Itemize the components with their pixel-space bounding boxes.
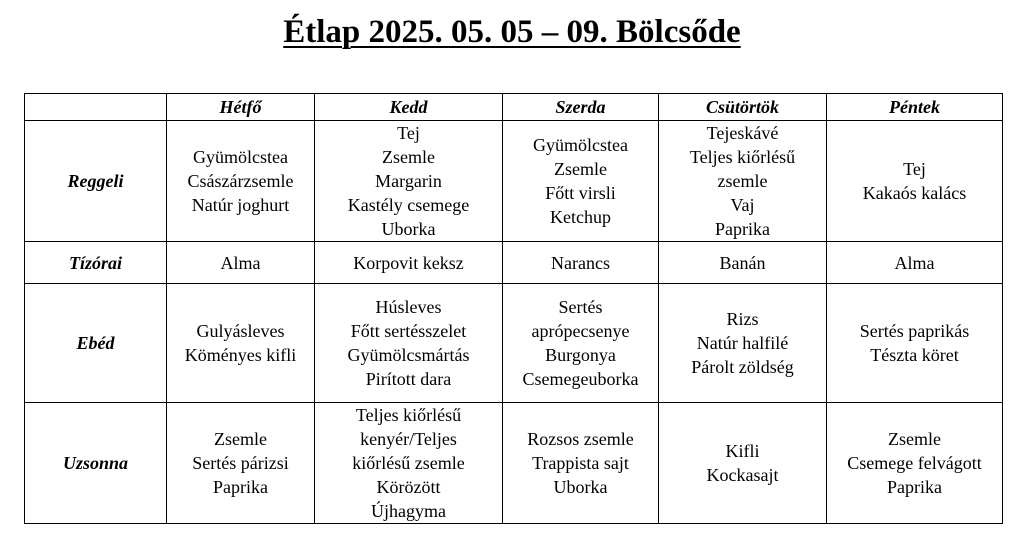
menu-item: Csemegeuborka bbox=[522, 369, 639, 389]
day-header-friday: Péntek bbox=[827, 94, 1003, 121]
menu-table-body bbox=[25, 121, 1003, 524]
menu-cell bbox=[315, 121, 503, 242]
menu-item: Sertés párizsi bbox=[192, 453, 289, 473]
menu-item: Margarin bbox=[375, 171, 442, 191]
menu-cell bbox=[503, 403, 659, 524]
menu-item: Gyümölcstea bbox=[533, 135, 628, 155]
menu-item: Paprika bbox=[715, 219, 770, 239]
menu-cell bbox=[167, 242, 315, 284]
menu-item: Főtt virsli bbox=[545, 183, 616, 203]
meal-row-uzsonna bbox=[25, 403, 1003, 524]
menu-item: Paprika bbox=[887, 477, 942, 497]
menu-item: Paprika bbox=[213, 477, 268, 497]
menu-item: Párolt zöldség bbox=[691, 357, 794, 377]
menu-item: Köményes kifli bbox=[184, 345, 297, 365]
menu-cell bbox=[503, 121, 659, 242]
menu-item: Ketchup bbox=[550, 207, 611, 227]
menu-item: Korpovit keksz bbox=[353, 252, 464, 273]
menu-item: aprópecsenye bbox=[531, 321, 630, 341]
menu-item: Teljes kiőrlésű bbox=[689, 147, 796, 167]
menu-item: Alma bbox=[220, 252, 261, 273]
day-header-wednesday: Szerda bbox=[503, 94, 659, 121]
meal-row-reggeli bbox=[25, 121, 1003, 242]
menu-item: Vaj bbox=[730, 195, 755, 215]
menu-cell bbox=[503, 242, 659, 284]
menu-item: Tej bbox=[903, 159, 926, 179]
menu-cell bbox=[167, 121, 315, 242]
menu-item: Kastély csemege bbox=[347, 195, 470, 215]
menu-item: Körözött bbox=[376, 477, 441, 497]
menu-item: Kockasajt bbox=[706, 465, 779, 485]
menu-cell bbox=[659, 121, 827, 242]
menu-item: Gyümölcsmártás bbox=[347, 345, 470, 365]
menu-item: Csemege felvágott bbox=[847, 453, 982, 473]
menu-item: Banán bbox=[719, 252, 766, 273]
menu-item: Zsemle bbox=[554, 159, 607, 179]
menu-item: Zsemle bbox=[382, 147, 435, 167]
menu-cell bbox=[827, 242, 1003, 284]
menu-item: Rizs bbox=[726, 309, 759, 329]
menu-item: Burgonya bbox=[545, 345, 616, 365]
menu-item: kenyér/Teljes bbox=[360, 429, 457, 449]
menu-item: Tej bbox=[397, 123, 420, 143]
menu-item: Sertés bbox=[558, 297, 603, 317]
menu-item: Alma bbox=[894, 252, 935, 273]
menu-item: Sertés paprikás bbox=[859, 321, 970, 341]
menu-item: Kakaós kalács bbox=[862, 183, 967, 203]
menu-item: Zsemle bbox=[214, 429, 267, 449]
menu-item: Újhagyma bbox=[371, 501, 446, 521]
page-title: Étlap 2025. 05. 05 – 09. Bölcsőde bbox=[283, 14, 741, 50]
menu-item: Teljes kiőrlésű bbox=[355, 405, 462, 425]
menu-cell bbox=[659, 403, 827, 524]
menu-cell bbox=[315, 242, 503, 284]
menu-item: Húsleves bbox=[375, 297, 442, 317]
menu-item: kiőrlésű zsemle bbox=[352, 453, 465, 473]
menu-item: Császárzsemle bbox=[187, 171, 294, 191]
meal-row-ebed bbox=[25, 284, 1003, 403]
menu-cell bbox=[827, 284, 1003, 403]
day-header-tuesday: Kedd bbox=[315, 94, 503, 121]
meal-row-tizorai bbox=[25, 242, 1003, 284]
menu-item: Rozsos zsemle bbox=[527, 429, 634, 449]
menu-table bbox=[24, 93, 1003, 524]
menu-item: Tészta köret bbox=[870, 345, 959, 365]
menu-item: Natúr joghurt bbox=[191, 195, 290, 215]
menu-cell bbox=[167, 403, 315, 524]
meal-label: Reggeli bbox=[25, 121, 167, 242]
corner-cell bbox=[25, 94, 167, 121]
menu-item: Gyümölcstea bbox=[193, 147, 288, 167]
menu-cell bbox=[315, 284, 503, 403]
menu-table-header bbox=[25, 94, 1003, 121]
menu-cell bbox=[827, 403, 1003, 524]
menu-cell bbox=[827, 121, 1003, 242]
menu-item: Gulyásleves bbox=[196, 321, 285, 341]
menu-cell bbox=[659, 242, 827, 284]
meal-label: Uzsonna bbox=[25, 403, 167, 524]
menu-cell bbox=[315, 403, 503, 524]
menu-item: Uborka bbox=[381, 219, 436, 239]
menu-item: zsemle bbox=[717, 171, 768, 191]
menu-cell bbox=[503, 284, 659, 403]
menu-item: Trappista sajt bbox=[532, 453, 629, 473]
menu-item: Kifli bbox=[725, 441, 760, 461]
menu-cell bbox=[167, 284, 315, 403]
header-row bbox=[25, 94, 1003, 121]
menu-item: Narancs bbox=[551, 252, 610, 273]
menu-item: Főtt sertésszelet bbox=[350, 321, 467, 341]
meal-label: Ebéd bbox=[25, 284, 167, 403]
menu-item: Tejeskávé bbox=[706, 123, 779, 143]
day-header-monday: Hétfő bbox=[167, 94, 315, 121]
day-header-thursday: Csütörtök bbox=[659, 94, 827, 121]
menu-item: Uborka bbox=[553, 477, 608, 497]
menu-item: Natúr halfilé bbox=[696, 333, 789, 353]
menu-item: Zsemle bbox=[888, 429, 941, 449]
menu-cell bbox=[659, 284, 827, 403]
menu-item: Pirított dara bbox=[365, 369, 452, 389]
meal-label: Tízórai bbox=[25, 242, 167, 284]
